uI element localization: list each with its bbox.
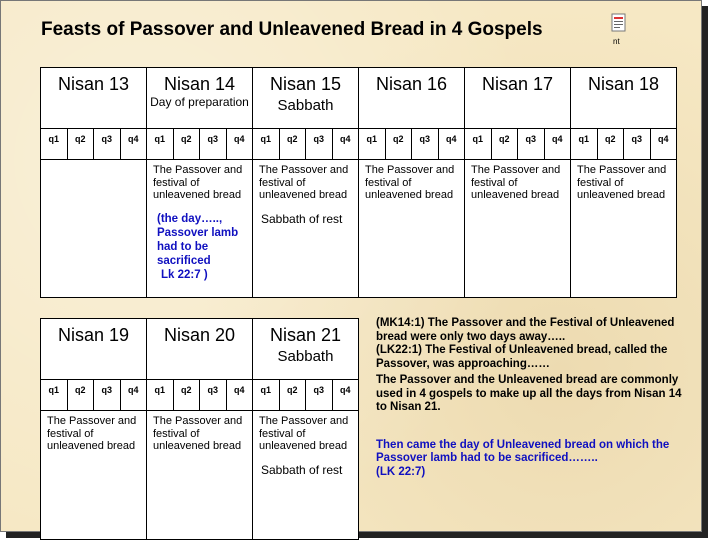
quarter-label: q4 [120,380,147,410]
day-text: The Passover and festival of unleavened bread [365,164,455,201]
day-body-nisan-15 [253,160,359,298]
day-text: The Passover and festival of unleavened bread [153,164,243,201]
day-name: Nisan 16 [375,74,448,94]
day-text: The Passover and festival of unleavened bread [153,415,243,452]
quarter-label: q3 [199,380,226,410]
nisan-14-reference: Lk 22:7 ) [161,268,208,281]
note-lk22-7-reference: (LK 22:7) [376,465,426,478]
quarter-label: q2 [173,129,200,159]
quarter-label: q1 [260,385,271,395]
day-subtitle: Sabbath [277,348,334,365]
quarters-cell [147,129,253,160]
quarter-label: q1 [366,134,377,144]
quarter-label: q4 [650,129,677,159]
day-header-nisan-15 [253,68,359,129]
note-gospels: The Passover and the Unleavened bread are commonly used in 4 gospels to make up all the days from Nisan 14 to Nisan 21. [376,374,682,413]
day-body-row [41,160,677,298]
day-text: The Passover and festival of unleavened bread [47,415,137,452]
note-lk22-7: Then came the day of Unleavened bread on which the Passover lamb had to be sacrificed…….. [376,438,670,464]
quarters-cell [253,129,359,160]
quarter-label: q2 [279,380,306,410]
quarter-label: q4 [226,380,253,410]
quarter-label: q3 [305,129,332,159]
quarter-label: q2 [67,380,94,410]
day-subtitle: Day of preparation [150,95,249,109]
notes-panel [376,317,686,479]
quarter-label: q2 [173,380,200,410]
sabbath-note: Sabbath of rest [261,462,343,477]
quarter-label: q1 [154,134,165,144]
quarter-label: q3 [93,380,120,410]
quarter-label: q4 [226,129,253,159]
day-body-row [41,411,359,540]
day-name: Nisan 14 [163,74,236,94]
quarter-label: q1 [154,385,165,395]
quarter-label: q4 [438,129,465,159]
note-mk14-1: (MK14:1) The Passover and the Festival of Unleavened bread were only two days away….. [376,317,675,343]
quarter-label: q3 [199,129,226,159]
quarter-label: q4 [544,129,571,159]
day-header-nisan-18 [571,68,677,129]
day-subtitle: Sabbath [277,97,334,114]
quarter-label: q3 [517,129,544,159]
quarter-label: q2 [597,129,624,159]
quarter-label: q4 [332,380,359,410]
day-body-nisan-20 [147,411,253,540]
quarter-label: q1 [578,134,589,144]
day-body-nisan-21 [253,411,359,540]
day-name: Nisan 20 [163,325,236,345]
day-text: The Passover and festival of unleavened bread [259,164,349,201]
day-text: The Passover and festival of unleavened bread [259,415,349,452]
quarters-cell [253,380,359,411]
quarters-cell [465,129,571,160]
day-body-nisan-16 [359,160,465,298]
quarters-cell [41,380,147,411]
quarter-label: q1 [48,134,59,144]
quarter-label: q4 [120,129,147,159]
icon-label: nt [613,37,620,46]
day-name: Nisan 21 [269,325,342,345]
day-body-nisan-19 [41,411,147,540]
quarters-cell [359,129,465,160]
day-name: Nisan 13 [57,74,130,94]
day-header-nisan-17 [465,68,571,129]
day-name: Nisan 15 [269,74,342,94]
calendar-table-top [40,67,677,298]
quarters-cell [571,129,677,160]
quarter-label: q3 [93,129,120,159]
quarter-label: q1 [472,134,483,144]
day-name: Nisan 17 [481,74,554,94]
quarter-label: q2 [67,129,94,159]
quarter-row [41,129,677,160]
quarters-cell [147,380,253,411]
day-name: Nisan 19 [57,325,130,345]
day-header-nisan-14 [147,68,253,129]
quarter-label: q1 [260,134,271,144]
day-body-nisan-18 [571,160,677,298]
day-body-nisan-14 [147,160,253,298]
calendar-table-bottom [40,318,359,540]
note-lk22-1: (LK22:1) The Festival of Unleavened bread, called the Passover, was approaching…… [376,344,668,370]
quarter-label: q2 [491,129,518,159]
day-header-row [41,319,359,380]
day-body-nisan-17 [465,160,571,298]
quarter-label: q3 [411,129,438,159]
slide-title: Feasts of Passover and Unleavened Bread in 4 Gospels [41,19,543,40]
quarters-cell [41,129,147,160]
day-header-nisan-19 [41,319,147,380]
document-icon[interactable] [611,13,627,33]
day-header-nisan-13 [41,68,147,129]
quarter-row [41,380,359,411]
day-header-nisan-20 [147,319,253,380]
quarter-label: q3 [305,380,332,410]
day-header-row [41,68,677,129]
day-header-nisan-21 [253,319,359,380]
day-header-nisan-16 [359,68,465,129]
day-name: Nisan 18 [587,74,660,94]
quarter-label: q2 [279,129,306,159]
day-body-nisan-13 [41,160,147,298]
day-text: The Passover and festival of unleavened bread [577,164,667,201]
quarter-label: q3 [623,129,650,159]
day-text: The Passover and festival of unleavened bread [471,164,561,201]
sabbath-note: Sabbath of rest [261,211,343,226]
quarter-label: q4 [332,129,359,159]
quarter-label: q1 [48,385,59,395]
quarter-label: q2 [385,129,412,159]
nisan-14-note: (the day….., Passover lamb had to be sacrificed [157,212,239,267]
